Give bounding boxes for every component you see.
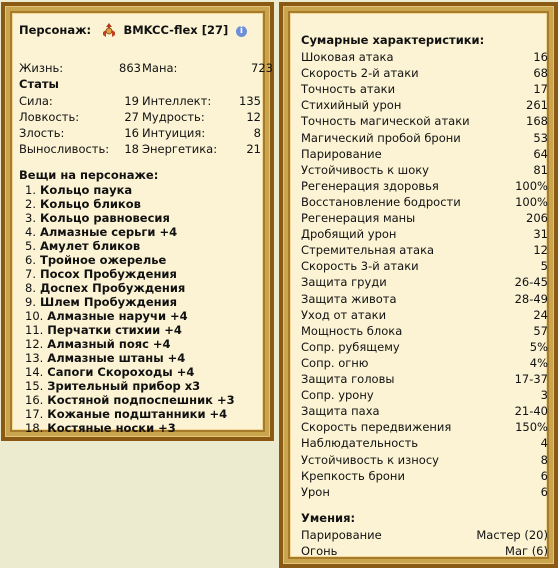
summary-label: Парирование — [301, 146, 382, 161]
summary-label: Стремительная атака — [301, 243, 435, 258]
item-entry[interactable] — [19, 393, 273, 407]
stat-label: Интуиция: — [142, 126, 206, 140]
summary-label: Регенерация маны — [301, 211, 416, 225]
item-number: 3. — [25, 211, 36, 225]
item-entry[interactable] — [19, 379, 273, 393]
item-entry[interactable] — [19, 295, 273, 309]
item-number: 12. — [25, 337, 44, 351]
summary-value: 68 — [533, 66, 548, 81]
summary-value: 53 — [533, 130, 548, 145]
summary-row — [301, 210, 548, 226]
summary-label: Устойчивость к износу — [301, 452, 439, 467]
summary-label: Дробящий урон — [301, 227, 397, 242]
summary-title: Сумарные характеристики: — [301, 33, 485, 47]
summary-label: Уход от атаки — [301, 307, 387, 322]
item-name[interactable]: Кожаные подштанники +4 — [47, 407, 228, 421]
summary-value: 81 — [533, 162, 548, 177]
stat-value: 16 — [124, 126, 139, 140]
mana-label: Мана: — [142, 61, 178, 75]
item-entry[interactable] — [19, 337, 273, 351]
summary-row — [301, 81, 548, 97]
item-entry[interactable] — [19, 351, 273, 365]
character-name[interactable]: BMKCC-flex [27] — [123, 23, 229, 37]
stats-title: Статы — [19, 77, 59, 91]
summary-row — [301, 403, 548, 419]
summary-value: 16 — [533, 50, 548, 64]
summary-label: Защита паха — [301, 404, 380, 419]
item-name[interactable]: Алмазные штаны +4 — [47, 351, 186, 365]
item-name[interactable]: Амулет бликов — [39, 239, 141, 253]
summary-value: 100% — [515, 178, 548, 193]
info-icon[interactable]: i — [236, 26, 247, 37]
summary-label: Скорость 2-й атаки — [301, 66, 419, 81]
stat-label: Выносливость: — [19, 142, 110, 156]
character-panel-inner — [10, 11, 273, 435]
summary-value: 4% — [529, 355, 548, 370]
item-name[interactable]: Алмазные серьги +4 — [39, 225, 178, 239]
summary-value: 21-40 — [514, 404, 548, 419]
item-number: 11. — [25, 323, 44, 337]
item-number: 13. — [25, 351, 44, 365]
item-number: 4. — [25, 225, 36, 239]
summary-row — [301, 258, 548, 274]
item-entry[interactable] — [19, 253, 273, 267]
summary-value: 28-49 — [514, 291, 548, 306]
item-number: 2. — [25, 197, 36, 211]
item-name[interactable]: Костяной подпоспешник +3 — [47, 393, 235, 407]
item-number: 5. — [25, 239, 36, 253]
summary-label: Восстановление бодрости — [301, 194, 461, 209]
summary-value: 100% — [515, 194, 548, 209]
life-label: Жизнь: — [19, 61, 64, 75]
summary-value: 57 — [533, 323, 548, 338]
summary-value: 3 — [540, 388, 548, 403]
item-name[interactable]: Тройное ожерелье — [39, 253, 167, 267]
summary-label: Шоковая атака — [301, 50, 394, 64]
ability-row — [301, 527, 548, 543]
summary-label: Защита груди — [301, 275, 387, 290]
abilities-title: Умения: — [301, 511, 356, 525]
summary-row — [301, 387, 548, 403]
summary-row — [301, 194, 548, 210]
summary-label: Регенерация здоровья — [301, 178, 439, 193]
mana-value: 723 — [251, 61, 273, 75]
item-name[interactable]: Перчатки стихии +4 — [47, 323, 182, 337]
item-entry[interactable] — [19, 281, 273, 295]
item-number: 8. — [25, 281, 36, 295]
summary-row — [301, 49, 548, 65]
ability-value: Мастер (20) — [476, 528, 548, 542]
summary-row — [301, 226, 548, 242]
character-label: Персонаж: — [19, 23, 92, 37]
item-number: 10. — [25, 309, 44, 323]
stat-label: Ловкость: — [19, 110, 80, 124]
summary-label: Скорость передвижения — [301, 420, 452, 435]
summary-row — [301, 130, 548, 146]
character-header — [19, 22, 271, 38]
summary-value: 5 — [540, 259, 548, 274]
summary-row — [301, 371, 548, 387]
summary-label: Сопр. рубящему — [301, 339, 400, 354]
summary-label: Скорость 3-й атаки — [301, 259, 419, 274]
summary-row — [301, 339, 548, 355]
summary-label: Наблюдательность — [301, 436, 419, 451]
stat-label: Энергетика: — [142, 142, 218, 156]
summary-value: 261 — [526, 98, 548, 113]
ability-label: Парирование — [301, 528, 382, 542]
item-number: 7. — [25, 267, 36, 281]
summary-value: 17 — [533, 82, 548, 97]
item-number: 14. — [25, 365, 44, 379]
summary-row — [301, 97, 548, 113]
item-number: 6. — [25, 253, 36, 267]
summary-row — [301, 435, 548, 451]
ability-label: Огонь — [301, 544, 338, 558]
summary-row — [301, 307, 548, 323]
summary-row — [301, 323, 548, 339]
summary-label: Сопр. огню — [301, 355, 369, 370]
summary-label: Стихийный урон — [301, 98, 402, 113]
summary-label: Мощность блока — [301, 323, 403, 338]
summary-value: 4 — [540, 436, 548, 451]
stats-row — [19, 141, 273, 157]
stat-label: Мудрость: — [142, 110, 205, 124]
summary-value: 5% — [529, 339, 548, 354]
item-name[interactable]: Кольцо бликов — [39, 197, 141, 211]
item-entry[interactable] — [19, 211, 273, 225]
summary-panel-inner — [288, 11, 549, 559]
summary-value: 17-37 — [514, 372, 548, 386]
summary-value: 6 — [540, 468, 548, 483]
summary-label: Точность атаки — [301, 82, 396, 97]
ability-value: Маг (6) — [505, 544, 548, 558]
item-number: 9. — [25, 295, 36, 309]
item-name[interactable]: Кольцо равновесия — [39, 211, 170, 225]
summary-value: 168 — [526, 114, 548, 129]
warrior-avatar-icon — [101, 22, 117, 38]
summary-row — [301, 242, 548, 258]
summary-label: Точность магической атаки — [301, 114, 470, 129]
ability-row — [301, 543, 548, 559]
summary-value: 31 — [533, 227, 548, 242]
equipped-items — [19, 167, 273, 435]
summary-row — [301, 146, 548, 162]
stat-value: 19 — [124, 94, 139, 108]
item-number: 1. — [25, 183, 36, 197]
item-entry[interactable] — [19, 309, 273, 323]
stat-label: Интеллект: — [142, 94, 212, 108]
stats-row — [19, 109, 273, 125]
item-entry[interactable] — [19, 267, 273, 281]
item-name[interactable]: Кольцо паука — [39, 183, 133, 197]
stat-label: Сила: — [19, 94, 53, 108]
stat-value: 12 — [246, 110, 261, 124]
item-name[interactable]: Зрительный прибор x3 — [47, 379, 201, 393]
item-entry[interactable] — [19, 407, 273, 421]
summary-label: Урон — [301, 484, 330, 499]
item-entry[interactable] — [19, 421, 273, 435]
item-entry[interactable] — [19, 197, 273, 211]
summary-row — [301, 468, 548, 484]
character-panel — [1, 2, 274, 441]
items-list — [19, 183, 273, 435]
summary-label: Крепкость брони — [301, 468, 405, 483]
item-entry[interactable] — [19, 239, 273, 253]
stat-value: 8 — [253, 126, 261, 140]
summary-label: Защита живота — [301, 291, 397, 306]
stat-value: 18 — [124, 142, 139, 156]
item-number: 18. — [25, 421, 44, 435]
summary-row — [301, 274, 548, 290]
summary-value: 26-45 — [514, 275, 548, 290]
summary-row — [301, 419, 548, 435]
summary-label: Защита головы — [301, 372, 395, 386]
item-entry[interactable] — [19, 183, 273, 197]
summary-row — [301, 452, 548, 468]
summary-value: 64 — [533, 146, 548, 161]
item-name[interactable]: Костяные носки +3 — [47, 421, 176, 435]
summary-label: Устойчивость к шоку — [301, 162, 429, 177]
summary-row — [301, 291, 548, 307]
summary-value: 8 — [540, 452, 548, 467]
item-name[interactable]: Шлем Пробуждения — [39, 295, 178, 309]
summary-row — [301, 113, 548, 129]
summary-value: 12 — [533, 243, 548, 258]
summary-panel — [279, 2, 558, 568]
stats-row — [19, 125, 273, 141]
stats-row — [19, 93, 273, 109]
summary-value: 150% — [515, 420, 548, 435]
summary-row — [301, 162, 548, 178]
summary-row — [301, 178, 548, 194]
stat-label: Злость: — [19, 126, 65, 140]
summary-value: 24 — [533, 307, 548, 322]
items-title: Вещи на персонаже: — [19, 168, 159, 182]
item-number: 15. — [25, 379, 44, 393]
stat-value: 21 — [246, 142, 261, 156]
item-name[interactable]: Алмазный пояс +4 — [47, 337, 171, 351]
item-name[interactable]: Посох Пробуждения — [39, 267, 177, 281]
item-entry[interactable] — [19, 225, 273, 239]
item-name[interactable]: Доспех Пробуждения — [39, 281, 186, 295]
item-number: 17. — [25, 407, 44, 421]
item-name[interactable]: Алмазные наручи +4 — [47, 309, 188, 323]
item-name[interactable]: Сапоги Скороходы +4 — [47, 365, 195, 379]
life-value: 863 — [119, 61, 141, 75]
item-entry[interactable] — [19, 323, 273, 337]
item-entry[interactable] — [19, 365, 273, 379]
summary-label: Сопр. урону — [301, 388, 374, 403]
summary-value: 6 — [540, 484, 548, 499]
stat-value: 27 — [124, 110, 139, 124]
item-number: 16. — [25, 393, 44, 407]
summary-row — [301, 484, 548, 500]
stat-value: 135 — [239, 94, 261, 108]
summary-label: Магический пробой брони — [301, 130, 461, 145]
vitals-row — [19, 60, 273, 76]
summary-row — [301, 65, 548, 81]
summary-value: 206 — [526, 211, 548, 225]
summary-row — [301, 355, 548, 371]
